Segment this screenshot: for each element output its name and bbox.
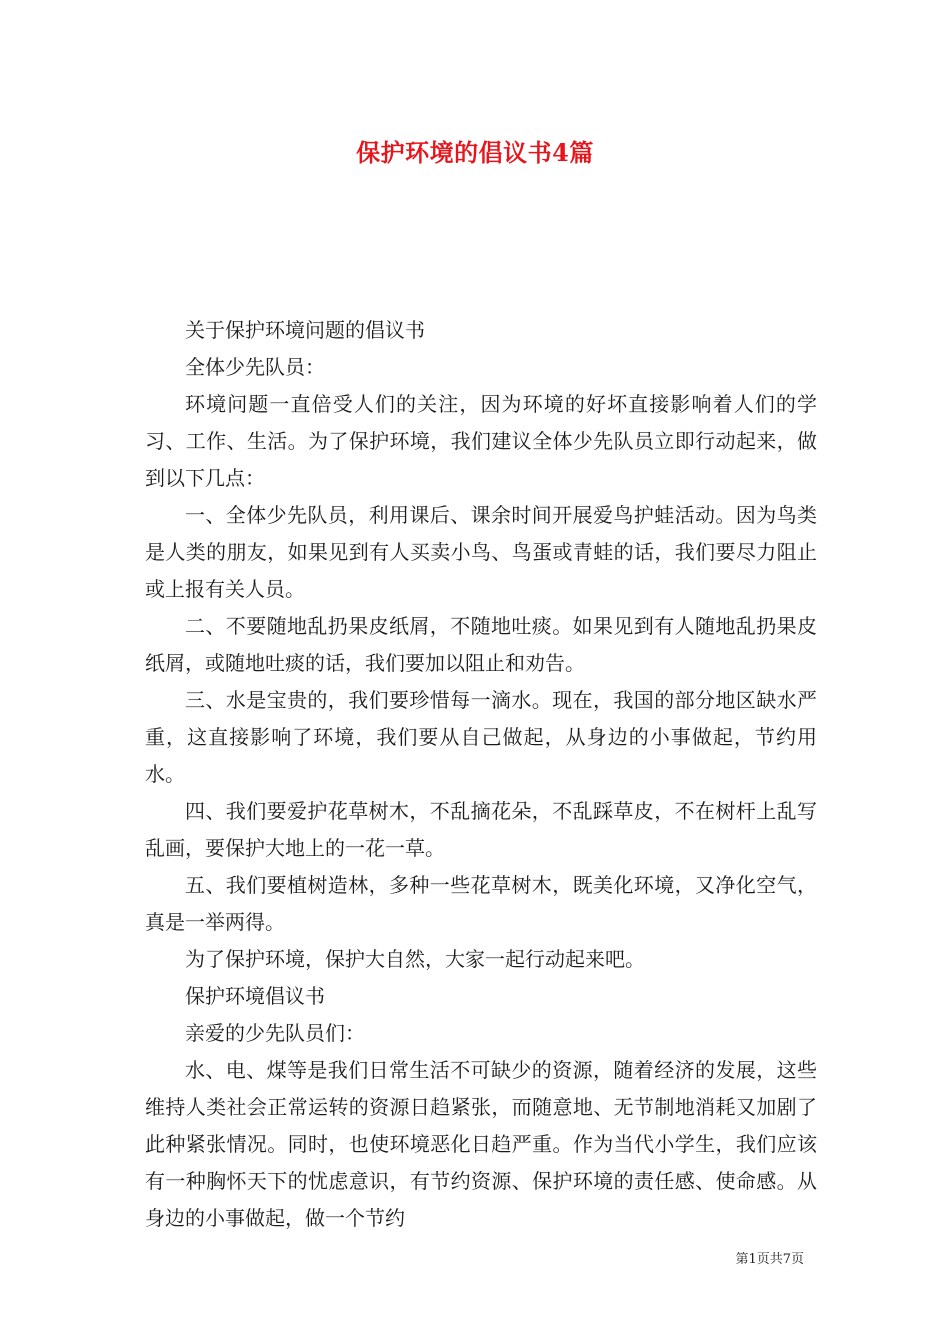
paragraph: 一、全体少先队员，利用课后、课余时间开展爱鸟护蛙活动。因为鸟类是人类的朋友，如果见到有人买卖小鸟、鸟蛋或青蛙的话，我们要尽力阻止或上报有关人员。 bbox=[145, 503, 817, 601]
paragraph: 环境问题一直倍受人们的关注，因为环境的好坏直接影响着人们的学习、工作、生活。为了保护环境，我们建议全体少先队员立即行动起来，做到以下几点： bbox=[145, 392, 817, 490]
paragraph: 关于保护环境问题的倡议书 bbox=[185, 318, 425, 342]
paragraph: 三、水是宝贵的，我们要珍惜每一滴水。现在，我国的部分地区缺水严重，这直接影响了环境，我们要从自己做起，从身边的小事做起，节约用水。 bbox=[145, 688, 817, 786]
paragraph: 亲爱的少先队员们： bbox=[185, 1021, 365, 1045]
paragraph: 保护环境倡议书 bbox=[185, 984, 325, 1008]
paragraph: 二、不要随地乱扔果皮纸屑，不随地吐痰。如果见到有人随地乱扔果皮纸屑，或随地吐痰的话，我们要加以阻止和劝告。 bbox=[145, 614, 817, 675]
paragraph: 五、我们要植树造林，多种一些花草树木，既美化环境，又净化空气，真是一举两得。 bbox=[145, 873, 817, 934]
paragraph: 水、电、煤等是我们日常生活不可缺少的资源，随着经济的发展，这些维持人类社会正常运转的资源日趋紧张，而随意地、无节制地消耗又加剧了此种紧张情况。同时，也使环境恶化日趋严重。作为当代小学生，我们应该有一种胸怀天下的忧虑意识，有节约资源、保护环境的责任感、使命感。从身边的小事做起，做一个节约 bbox=[145, 1058, 817, 1230]
document-title: 保护环境的倡议书4篇 bbox=[356, 138, 594, 167]
paragraph: 四、我们要爱护花草树木，不乱摘花朵，不乱踩草皮，不在树杆上乱写乱画，要保护大地上的一花一草。 bbox=[145, 799, 817, 860]
paragraph: 为了保护环境，保护大自然，大家一起行动起来吧。 bbox=[185, 947, 645, 971]
paragraph: 全体少先队员： bbox=[185, 355, 325, 379]
page-number-footer: 第1页共7页 bbox=[735, 1252, 804, 1267]
document-body bbox=[145, 312, 817, 1237]
